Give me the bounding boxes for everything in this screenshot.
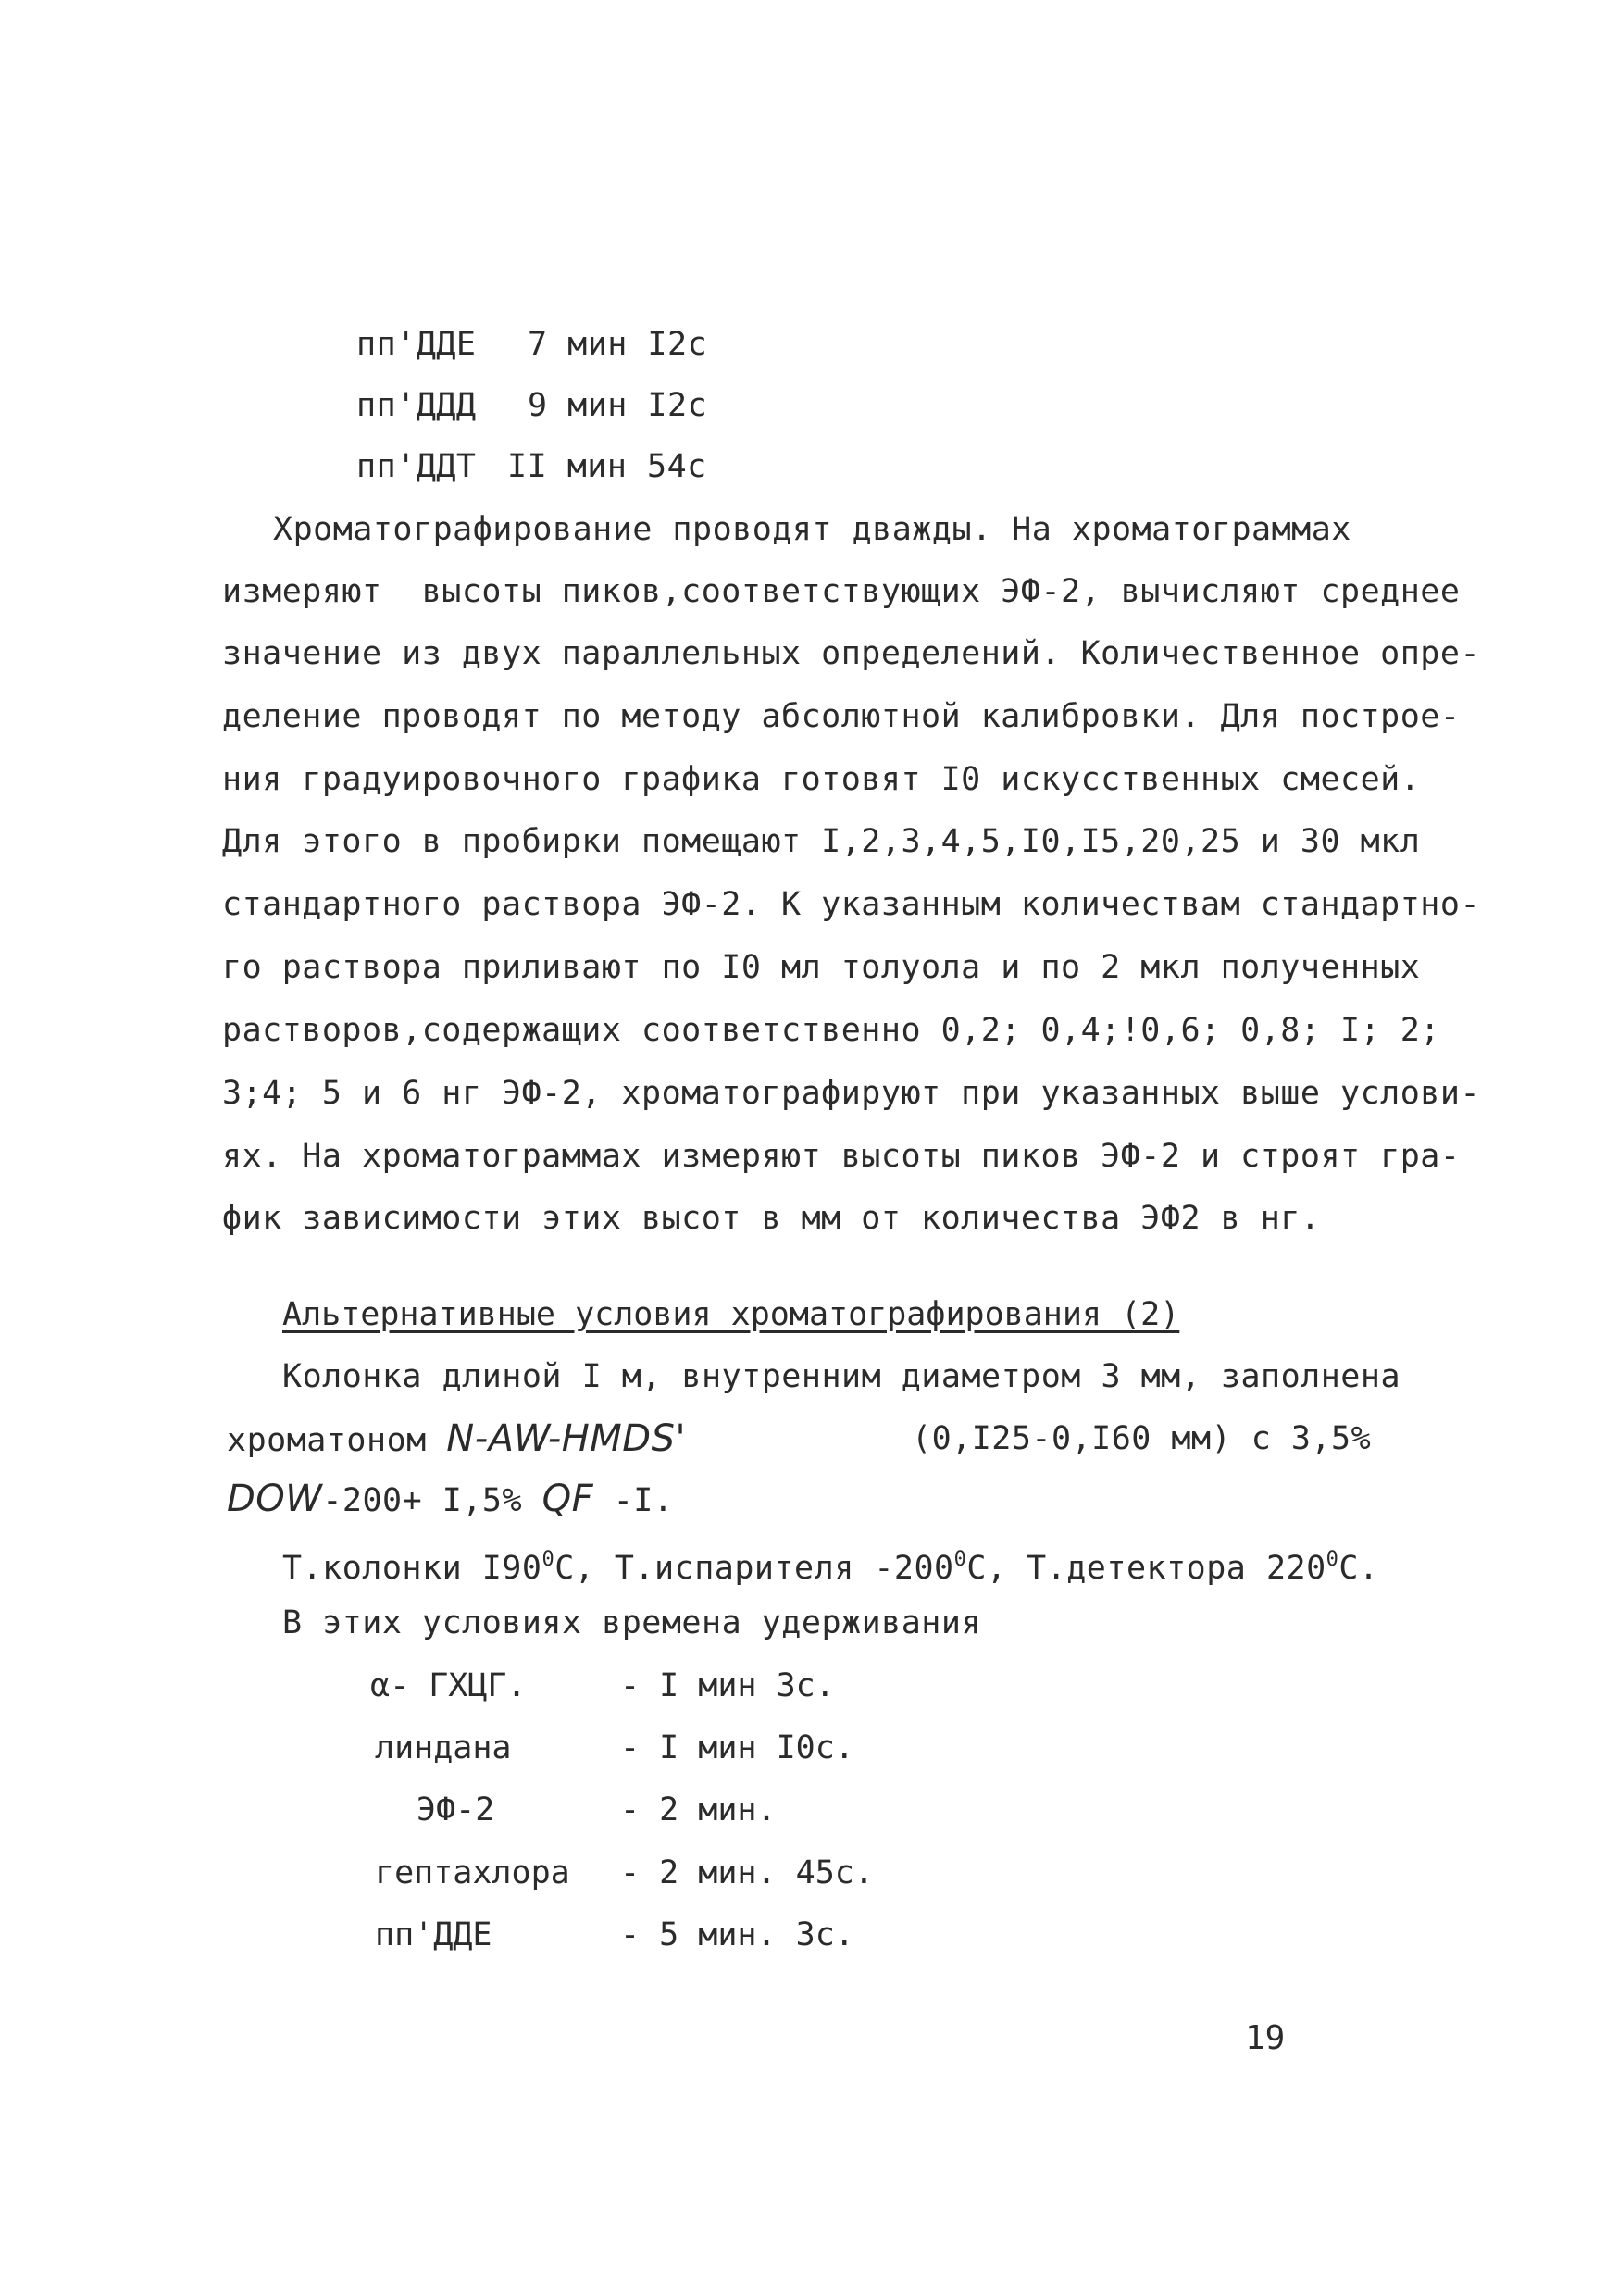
retention-time: - 5 мин. 3с. [620, 1916, 854, 1953]
paragraph-line: стандартного раствора ЭФ-2. К указанным количествам стандартно- [222, 886, 1481, 923]
column-description: Колонка длиной I м, внутренним диаметром 3 мм, заполнена [282, 1358, 1401, 1395]
temp-column: Т.колонки I90 [282, 1550, 542, 1587]
paragraph-line: Хроматографирование проводят дважды. На хроматограммах [273, 511, 1351, 548]
retention-name: α- ГХЦГ. [370, 1667, 527, 1704]
phase-line [227, 1479, 673, 1521]
paragraph-line: го раствора приливают по I0 мл толуола и по 2 мкл полученных [222, 949, 1421, 986]
retention-name: пп'ДДЕ [356, 326, 477, 363]
paragraph-line: фик зависимости этих высот в мм от количества ЭФ2 в нг. [222, 1200, 1321, 1237]
retention-name: гептахлора [375, 1854, 570, 1891]
phase-handwritten-2: QF [541, 1478, 594, 1520]
paragraph-line: ния градуировочного графика готовят I0 искусственных смесей. [222, 761, 1421, 798]
phase-text: -200+ I,5% [322, 1482, 542, 1519]
packing-line [227, 1418, 686, 1461]
paragraph-line: растворов,содержащих соответственно 0,2; 0,4;!0,6; 0,8; I; 2; [222, 1012, 1440, 1049]
temp-end: С. [1338, 1550, 1379, 1587]
packing-size: (0,I25-0,I60 мм) с 3,5% [912, 1420, 1372, 1457]
section-heading: Альтернативные условия хроматографирования (2) [282, 1296, 1180, 1333]
retention-time: - 2 мин. 45с. [620, 1854, 874, 1891]
retention-time: - 2 мин. [620, 1791, 777, 1828]
retention-time: II мин 54с [507, 448, 707, 485]
retention-name: пп'ДДЕ [375, 1916, 492, 1953]
packing-handwritten: N-AW-HMDS' [446, 1417, 686, 1460]
temp-evaporator: С, Т.испарителя -200 [554, 1550, 954, 1587]
retention-time: - I мин I0с. [620, 1729, 854, 1766]
temp-detector: С, Т.детектора 220 [966, 1550, 1326, 1587]
retention-time: 7 мин I2с [528, 326, 708, 363]
paragraph-line: Для этого в пробирки помещают I,2,3,4,5,I0,I5,20,25 и 30 мкл [222, 823, 1421, 860]
retention-time: 9 мин I2с [528, 387, 708, 424]
degree-sign: 0 [1326, 1548, 1339, 1571]
retention-name: пп'ДДД [356, 387, 477, 424]
paragraph-line: 3;4; 5 и 6 нг ЭФ-2, хроматографируют при указанных выше услови- [222, 1075, 1481, 1112]
phase-end: -I. [593, 1482, 674, 1519]
paragraph-line: деление проводят по методу абсолютной калибровки. Для построе- [222, 698, 1461, 735]
phase-handwritten-1: DOW [227, 1478, 323, 1520]
degree-sign: 0 [953, 1548, 967, 1571]
page-number: 19 [1245, 2019, 1286, 2057]
retention-name: ЭФ-2 [417, 1791, 495, 1828]
paragraph-line: ях. На хроматограммах измеряют высоты пиков ЭФ-2 и строят гра- [222, 1138, 1461, 1175]
retention-intro: В этих условиях времена удерживания [282, 1604, 982, 1641]
degree-sign: 0 [541, 1548, 555, 1571]
packing-prefix: хроматоном [227, 1422, 447, 1459]
paragraph-line: измеряют высоты пиков,соответствующих ЭФ-2, вычисляют среднее [222, 573, 1461, 610]
temperature-line [282, 1540, 1379, 1589]
retention-name: пп'ДДТ [356, 448, 477, 485]
retention-name: линдана [375, 1729, 512, 1766]
retention-time: - I мин 3с. [620, 1667, 835, 1704]
paragraph-line: значение из двух параллельных определений. Количественное опре- [222, 635, 1481, 672]
